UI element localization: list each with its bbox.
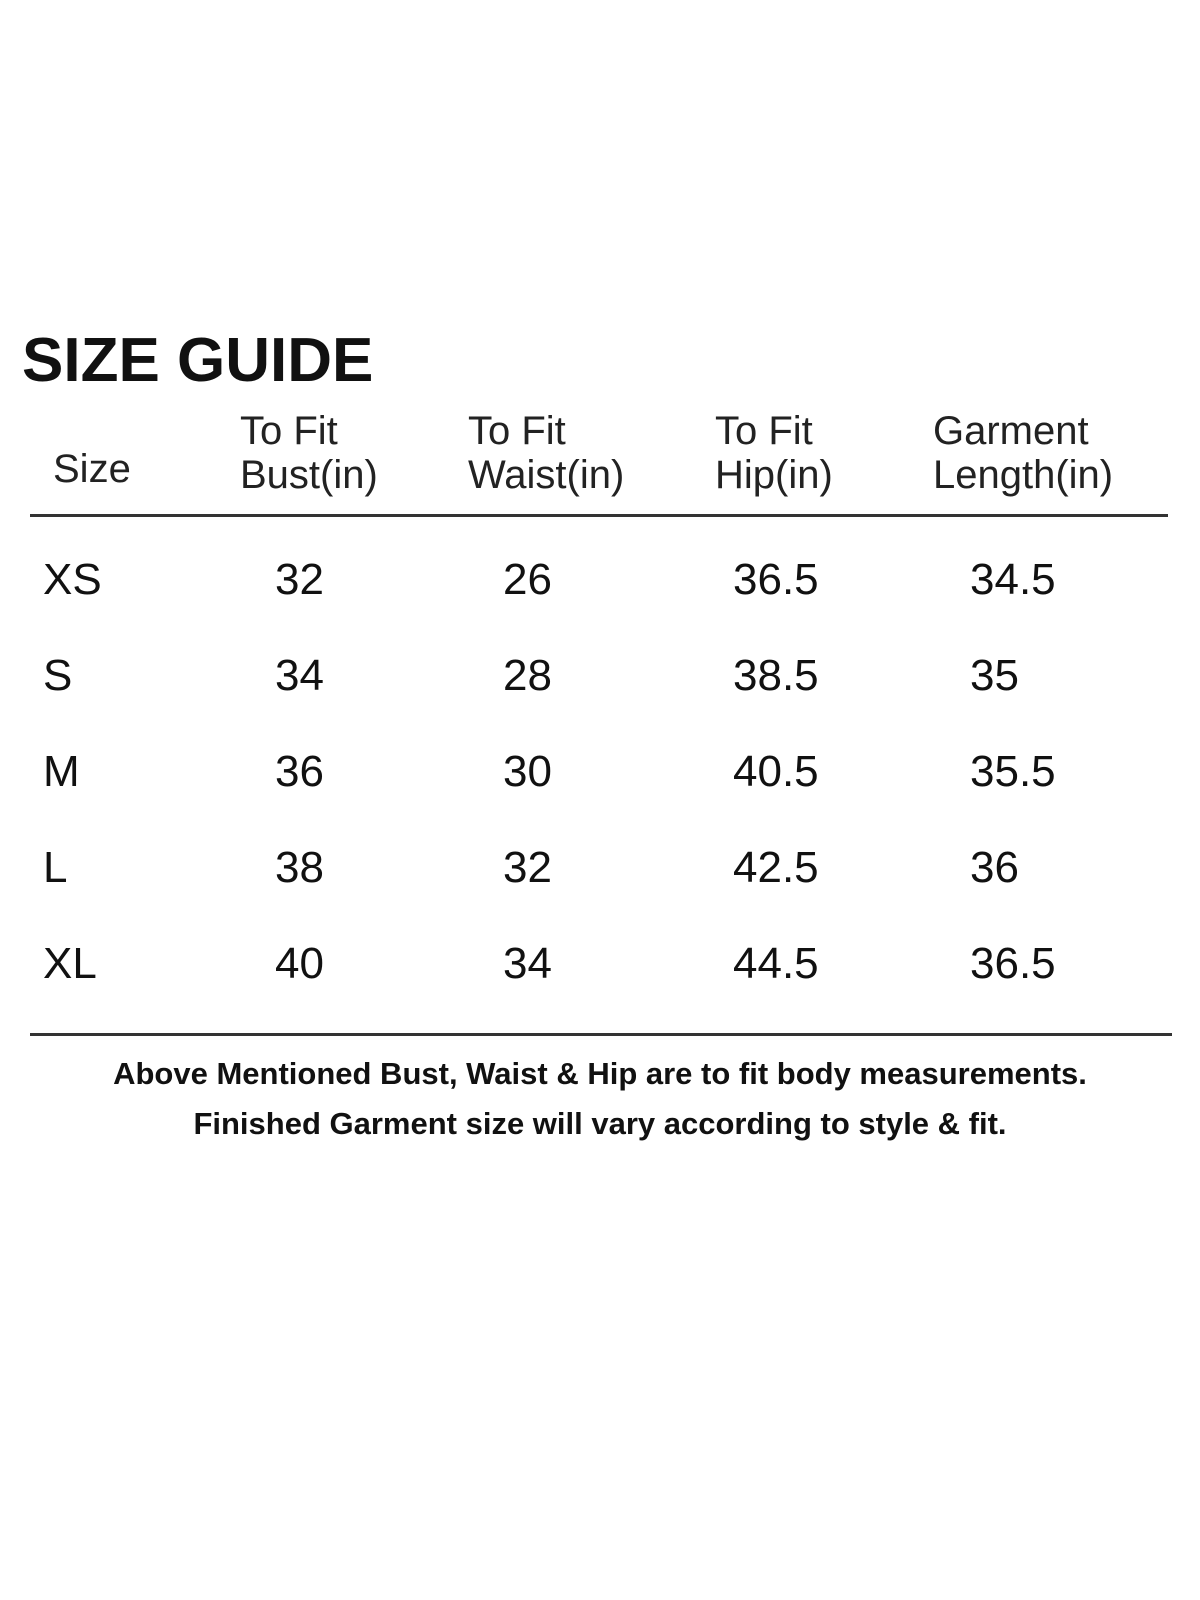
- header-size: [53, 447, 131, 491]
- table-cell: 35.5: [970, 747, 1056, 796]
- header-bust-line1: To Fit: [240, 409, 338, 453]
- table-cell: 34: [275, 651, 324, 700]
- header-bust-line2: Bust(in): [240, 453, 378, 497]
- table-cell: XL: [43, 939, 97, 988]
- footnote-line-2: Finished Garment size will vary according to style & fit.: [193, 1106, 1007, 1141]
- table-cell: 36.5: [970, 939, 1056, 988]
- table-cell: 32: [275, 555, 324, 604]
- header-waist: [468, 409, 624, 497]
- footer-divider: [30, 1033, 1172, 1036]
- header-length: [933, 409, 1113, 497]
- header-hip: [715, 409, 833, 497]
- table-cell: 32: [503, 843, 552, 892]
- header-waist-line1: To Fit: [468, 409, 566, 453]
- header-length-line1: Garment: [933, 409, 1089, 453]
- table-cell: 30: [503, 747, 552, 796]
- table-cell: 36: [275, 747, 324, 796]
- header-size-label: Size: [53, 447, 131, 491]
- table-cell: 28: [503, 651, 552, 700]
- table-cell: XS: [43, 555, 102, 604]
- table-cell: 38.5: [733, 651, 819, 700]
- table-cell: 44.5: [733, 939, 819, 988]
- table-cell: M: [43, 747, 80, 796]
- table-cell: 38: [275, 843, 324, 892]
- header-divider: [30, 514, 1168, 517]
- size-guide-title: SIZE GUIDE: [22, 326, 374, 395]
- table-cell: 34.5: [970, 555, 1056, 604]
- header-waist-line2: Waist(in): [468, 453, 625, 497]
- table-cell: 40.5: [733, 747, 819, 796]
- table-cell: 36: [970, 843, 1019, 892]
- footnote-line-1: Above Mentioned Bust, Waist & Hip are to fit body measurements.: [113, 1056, 1087, 1091]
- table-cell: 36.5: [733, 555, 819, 604]
- header-length-line2: Length(in): [933, 453, 1114, 497]
- table-cell: S: [43, 651, 73, 700]
- table-cell: 35: [970, 651, 1019, 700]
- header-hip-line1: To Fit: [715, 409, 813, 453]
- table-cell: 26: [503, 555, 552, 604]
- header-bust: [240, 409, 378, 497]
- table-cell: 40: [275, 939, 324, 988]
- table-cell: 42.5: [733, 843, 819, 892]
- table-cell: 34: [503, 939, 552, 988]
- table-cell: L: [43, 843, 68, 892]
- header-hip-line2: Hip(in): [715, 453, 833, 497]
